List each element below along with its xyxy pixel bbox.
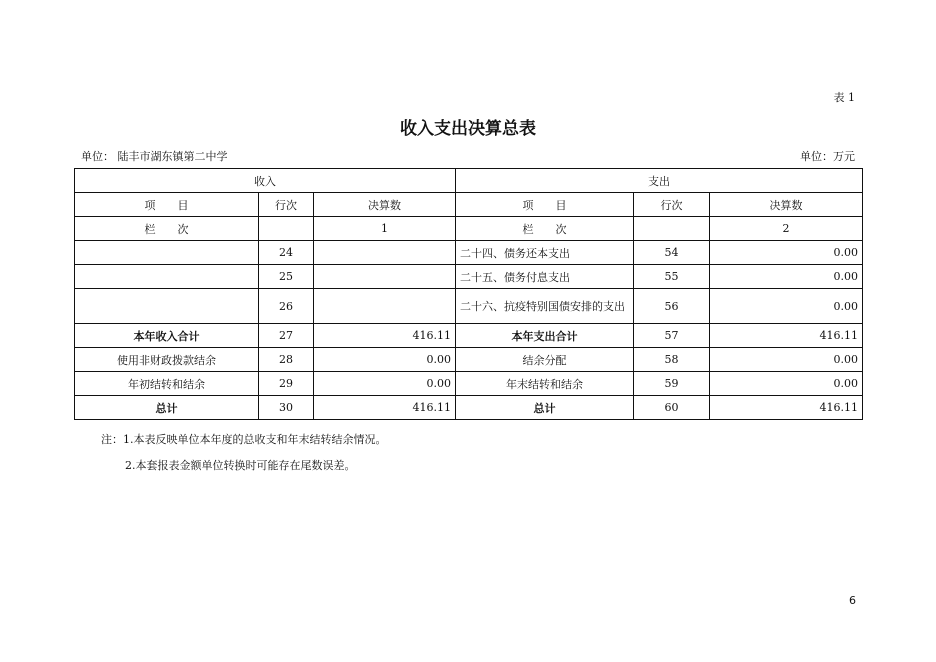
col-line-header: 行次 — [259, 193, 314, 217]
income-amount: 0.00 — [314, 372, 456, 396]
table-row — [75, 289, 863, 324]
expense-line: 57 — [634, 324, 710, 348]
income-line: 29 — [259, 372, 314, 396]
lan-label-left: 栏 次 — [75, 217, 259, 241]
expense-line: 54 — [634, 241, 710, 265]
expense-line: 55 — [634, 265, 710, 289]
lan-line-right — [634, 217, 710, 241]
expense-item: 年末结转和结余 — [456, 372, 634, 396]
col-line-header-right: 行次 — [634, 193, 710, 217]
table-row — [75, 241, 863, 265]
expense-amount: 0.00 — [710, 265, 863, 289]
column-index-row — [75, 217, 863, 241]
income-item — [75, 265, 259, 289]
income-item — [75, 289, 259, 324]
table-number: 表 1 — [833, 91, 855, 104]
expense-header: 支出 — [456, 169, 863, 193]
expense-amount: 0.00 — [710, 348, 863, 372]
income-item — [75, 241, 259, 265]
expense-item: 二十六、抗疫特别国债安排的支出 — [456, 289, 634, 324]
expense-line: 60 — [634, 396, 710, 420]
col-item-header: 项 目 — [75, 193, 259, 217]
income-header: 收入 — [75, 169, 456, 193]
expense-amount: 416.11 — [710, 324, 863, 348]
col-item-header-right: 项 目 — [456, 193, 634, 217]
table-row — [75, 396, 863, 420]
table-row — [75, 348, 863, 372]
income-amount — [314, 241, 456, 265]
col-amount-header-right: 决算数 — [710, 193, 863, 217]
income-line: 26 — [259, 289, 314, 324]
table-header-row — [75, 169, 863, 193]
income-amount: 416.11 — [314, 324, 456, 348]
budget-summary-table — [74, 168, 863, 420]
unit-label-organization: 单位： 陆丰市湖东镇第二中学 — [81, 150, 228, 163]
column-header-row — [75, 193, 863, 217]
footnote-1: 注：1.本表反映单位本年度的总收支和年末结转结余情况。 — [101, 433, 387, 446]
footnote-2: 2.本套报表金额单位转换时可能存在尾数误差。 — [125, 459, 356, 472]
expense-item: 二十四、债务还本支出 — [456, 241, 634, 265]
expense-amount: 0.00 — [710, 289, 863, 324]
page-title: 收入支出决算总表 — [400, 119, 536, 139]
expense-amount: 416.11 — [710, 396, 863, 420]
lan-line-left — [259, 217, 314, 241]
expense-line: 58 — [634, 348, 710, 372]
unit-label-currency: 单位：万元 — [800, 150, 855, 163]
col-amount-header: 决算数 — [314, 193, 456, 217]
expense-item: 总计 — [456, 396, 634, 420]
income-line: 30 — [259, 396, 314, 420]
expense-line: 59 — [634, 372, 710, 396]
expense-amount: 0.00 — [710, 372, 863, 396]
page-number: 6 — [849, 594, 856, 607]
income-line: 25 — [259, 265, 314, 289]
expense-amount: 0.00 — [710, 241, 863, 265]
income-line: 27 — [259, 324, 314, 348]
expense-line: 56 — [634, 289, 710, 324]
income-amount: 416.11 — [314, 396, 456, 420]
income-amount: 0.00 — [314, 348, 456, 372]
income-line: 28 — [259, 348, 314, 372]
expense-item: 结余分配 — [456, 348, 634, 372]
lan-number-right: 2 — [710, 217, 863, 241]
expense-item: 本年支出合计 — [456, 324, 634, 348]
income-amount — [314, 289, 456, 324]
lan-number-left: 1 — [314, 217, 456, 241]
expense-item: 二十五、债务付息支出 — [456, 265, 634, 289]
income-item: 使用非财政拨款结余 — [75, 348, 259, 372]
income-item: 年初结转和结余 — [75, 372, 259, 396]
income-item: 总计 — [75, 396, 259, 420]
table-row — [75, 372, 863, 396]
lan-label-right: 栏 次 — [456, 217, 634, 241]
table-row — [75, 265, 863, 289]
income-amount — [314, 265, 456, 289]
income-line: 24 — [259, 241, 314, 265]
income-item: 本年收入合计 — [75, 324, 259, 348]
table-row — [75, 324, 863, 348]
